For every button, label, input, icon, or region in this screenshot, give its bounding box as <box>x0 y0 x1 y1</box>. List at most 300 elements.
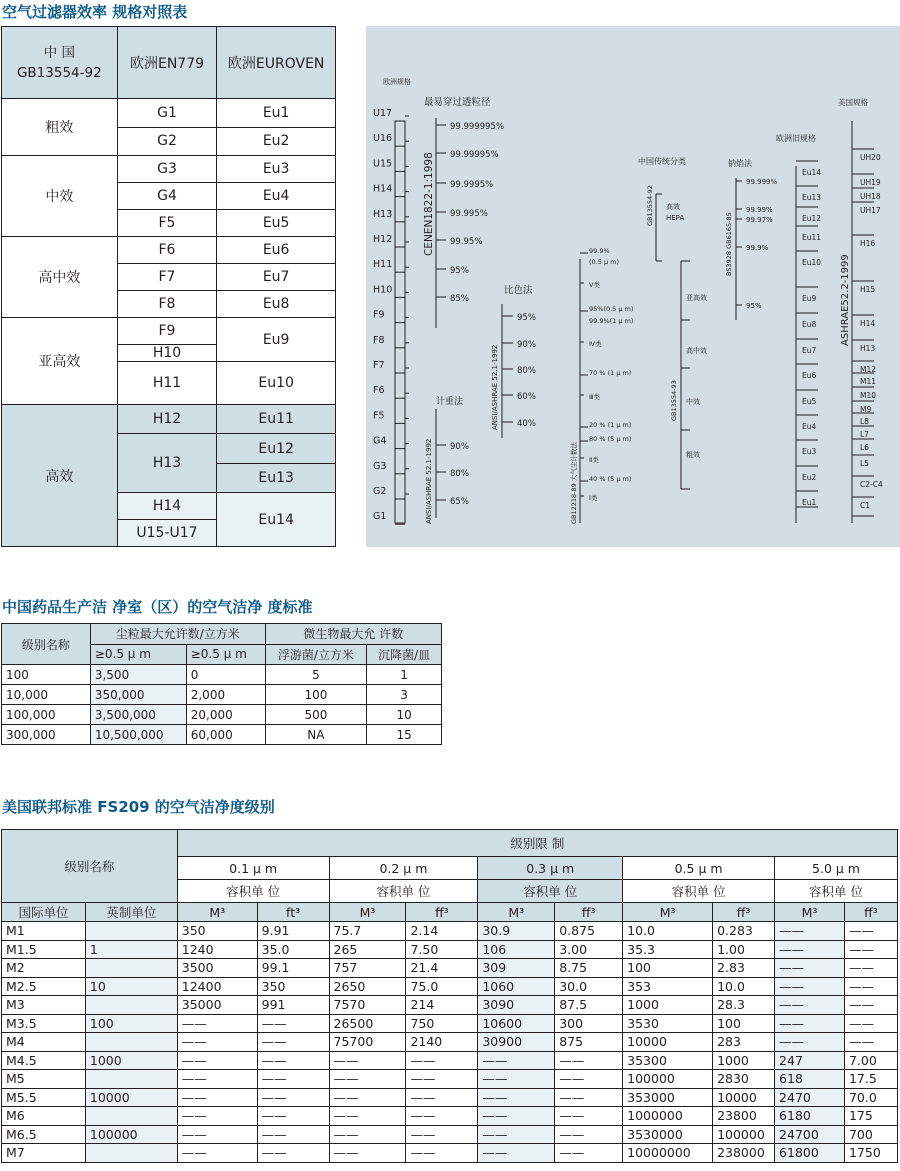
color-value: 95% <box>517 313 536 323</box>
table-cell: 1 <box>85 940 177 959</box>
us-scale-label: H14 <box>860 319 876 328</box>
table-cell: 2.83 <box>713 959 775 978</box>
table-cell: M3.5 <box>2 1014 86 1033</box>
table-cell: 3.00 <box>555 940 623 959</box>
eu-old-label: Eu9 <box>802 294 817 303</box>
eu-old-label: Eu8 <box>802 320 817 329</box>
us-scale-label: M10 <box>860 391 877 400</box>
table-cell: —— <box>844 959 897 978</box>
table-cell: —— <box>844 922 897 941</box>
color-value: 80% <box>517 366 536 376</box>
table-row <box>2 1107 898 1126</box>
header-particle-size: 5.0 μ m <box>775 857 898 880</box>
table-row <box>2 922 898 941</box>
filter-standard-comparison-chart <box>366 26 900 547</box>
eu-grade: Eu4 <box>217 183 336 210</box>
eu-grade: Eu3 <box>217 156 336 183</box>
counter-label: (0.5 μ m) <box>589 258 620 266</box>
table-cell: M6 <box>2 1107 86 1126</box>
us-std-label: ASHRAE52.2-1999 <box>840 254 851 346</box>
table-cell: —— <box>177 1125 257 1144</box>
eu-old-label: Eu10 <box>802 258 822 267</box>
table-cell: 20,000 <box>186 705 265 725</box>
table-cell: 175 <box>844 1107 897 1126</box>
counter-label: Ⅴ类 <box>589 281 600 289</box>
sodium-value: 95% <box>746 302 762 310</box>
us-scale-label: M11 <box>860 377 877 386</box>
mpps-value: 99.95% <box>450 237 483 247</box>
table-cell: 100000 <box>85 1125 177 1144</box>
table-cell: 100 <box>2 665 91 685</box>
eu-scale-label: U15 <box>373 158 393 170</box>
header-eurovent: 欧洲EUROVEN <box>217 27 336 99</box>
table-cell: —— <box>257 1088 329 1107</box>
color-std-label: ANSI/ASHRAE 52.1-1992 <box>491 344 499 430</box>
eu-scale-label: H12 <box>373 234 393 245</box>
table-cell: 35.0 <box>257 940 329 959</box>
table-cell: —— <box>555 1070 623 1089</box>
header-volume-unit: 容积单 位 <box>775 880 898 903</box>
table-cell: 0.283 <box>713 922 775 941</box>
mpps-value: 99.999995% <box>450 122 505 132</box>
mpps-value: 85% <box>450 294 469 304</box>
header-volume-unit: 容积单 位 <box>623 880 775 903</box>
table-cell: —— <box>177 1051 257 1070</box>
us-scale-label: UH17 <box>860 206 881 215</box>
cn-grade: F7 <box>117 264 217 291</box>
table-cell: —— <box>329 1107 406 1126</box>
table-cell: 618 <box>775 1070 845 1089</box>
header-particles: 尘粒最大允许数/立方米 <box>90 624 265 645</box>
header-volume-unit: 容积单 位 <box>329 880 478 903</box>
table-cell: —— <box>775 1014 845 1033</box>
table-cell: 15 <box>367 725 442 745</box>
table-cell: 10,000 <box>2 685 91 705</box>
table-cell: 10000 <box>713 1088 775 1107</box>
eu-old-label: Eu7 <box>802 346 817 355</box>
hepa-label: 高效 <box>666 203 680 211</box>
filter-grade-table <box>1 26 336 547</box>
table-cell: —— <box>478 1125 555 1144</box>
table-cell: —— <box>257 1051 329 1070</box>
eu-old-label: Eu1 <box>802 498 817 507</box>
table-cell: —— <box>257 1125 329 1144</box>
table-cell: 7.50 <box>406 940 478 959</box>
eu-scale-label: F6 <box>373 385 385 397</box>
eu-scale-label: F5 <box>373 410 385 422</box>
header-microbe: 微生物最大允 许数 <box>265 624 441 645</box>
eu-grade: Eu1 <box>217 99 336 128</box>
table-cell: —— <box>329 1070 406 1089</box>
header-m3: M³ <box>623 903 713 922</box>
table-cell: 1 <box>367 665 442 685</box>
gb93-label: 高中效 <box>686 347 707 355</box>
counter-label: 70 % (1 μ m) <box>589 369 632 377</box>
table-row <box>2 959 898 978</box>
header-imperial: 英制单位 <box>85 903 177 922</box>
cn-grade: U15-U17 <box>117 520 217 547</box>
table-cell: 100 <box>623 959 713 978</box>
eu-old-label: Eu13 <box>802 193 822 202</box>
table-cell: —— <box>257 1070 329 1089</box>
counter-label: 20 % (1 μ m) <box>589 421 632 429</box>
table-cell: 350 <box>177 922 257 941</box>
eu-old-label: Eu4 <box>802 422 817 431</box>
table-cell: —— <box>844 996 897 1015</box>
table-cell: 61800 <box>775 1144 845 1163</box>
table-cell: —— <box>177 1033 257 1052</box>
us-scale-label: UH20 <box>860 153 881 162</box>
us-scale-label: M12 <box>860 365 877 374</box>
color-value: 60% <box>517 392 536 402</box>
counter-label: 40 % (5 μ m) <box>589 475 632 483</box>
table-cell: 24700 <box>775 1125 845 1144</box>
eu-scale-label: F9 <box>373 309 385 321</box>
table-cell: —— <box>555 1107 623 1126</box>
table-cell: M2 <box>2 959 86 978</box>
table-cell: 60,000 <box>186 725 265 745</box>
weight-value: 80% <box>450 469 469 479</box>
header-sodium: 钠焰法 <box>728 159 752 168</box>
eu-scale-label: H14 <box>373 183 393 195</box>
table-cell: 1.00 <box>713 940 775 959</box>
us-scale-label: M9 <box>860 405 872 414</box>
table-cell: 700 <box>844 1125 897 1144</box>
cn-grade: H10 <box>117 345 217 362</box>
table-cell: M3 <box>2 996 86 1015</box>
table-cell: 350 <box>257 977 329 996</box>
us-scale-label: UH19 <box>860 178 881 187</box>
section2-title: 中国药品生产洁 净室（区）的空气洁净 度标准 <box>2 598 313 616</box>
table-cell: —— <box>177 1088 257 1107</box>
eu-grade: Eu6 <box>217 237 336 264</box>
table-cell: —— <box>329 1125 406 1144</box>
table-cell: 87.5 <box>555 996 623 1015</box>
table-cell: 21.4 <box>406 959 478 978</box>
cn-grade: G4 <box>117 183 217 210</box>
header-m3: M³ <box>177 903 257 922</box>
table-cell <box>85 996 177 1015</box>
mpps-value: 95% <box>450 266 469 276</box>
cn-grade: H14 <box>117 493 217 520</box>
table-cell: —— <box>406 1070 478 1089</box>
table-cell: 500 <box>265 705 367 725</box>
eu-grade: Eu12 <box>217 434 336 464</box>
table-cell: 17.5 <box>844 1070 897 1089</box>
table-cell: 300,000 <box>2 725 91 745</box>
table-cell: 2.14 <box>406 922 478 941</box>
table-cell: —— <box>406 1107 478 1126</box>
table-cell: 70.0 <box>844 1088 897 1107</box>
counter-label: 80 % (5 μ m) <box>589 435 632 443</box>
table-cell: M7 <box>2 1144 86 1163</box>
table-cell: —— <box>478 1144 555 1163</box>
eu-scale-label: G1 <box>373 511 387 523</box>
table-cell <box>85 1033 177 1052</box>
us-scale-label: C2-C4 <box>860 480 883 489</box>
header-m3: M³ <box>329 903 406 922</box>
table-cell: M1.5 <box>2 940 86 959</box>
table-cell: 2830 <box>713 1070 775 1089</box>
eu-grade: Eu2 <box>217 127 336 156</box>
counter-label: 95%(0.5 μ m) <box>589 305 634 313</box>
header-floating: 浮游菌/立方米 <box>265 644 367 665</box>
table-cell: 2650 <box>329 977 406 996</box>
table-cell: 106 <box>478 940 555 959</box>
eu-scale-label: U16 <box>373 133 393 145</box>
comparison-chart-svg <box>366 26 900 547</box>
cn-grade: F8 <box>117 291 217 318</box>
table-cell: —— <box>775 922 845 941</box>
table-cell: NA <box>265 725 367 745</box>
cn-grade: F5 <box>117 210 217 237</box>
table-cell: —— <box>177 1070 257 1089</box>
header-colorimetric: 比色法 <box>504 285 533 296</box>
header-mpps: 最易穿过透粒径 <box>424 97 491 108</box>
header-ff3: ff³ <box>844 903 897 922</box>
header-m3: M³ <box>478 903 555 922</box>
table-cell: 3090 <box>478 996 555 1015</box>
sodium-value: 99.97% <box>746 216 773 224</box>
header-particle-size: 0.2 μ m <box>329 857 478 880</box>
table-cell: —— <box>555 1144 623 1163</box>
table-cell: —— <box>257 1014 329 1033</box>
header-eu-spec: 欧洲规格 <box>383 78 411 86</box>
table-cell: 991 <box>257 996 329 1015</box>
table-cell: 300 <box>555 1014 623 1033</box>
gb93-label: 亚高效 <box>686 294 707 302</box>
table-cell: 1000 <box>85 1051 177 1070</box>
counter-label: Ⅱ类 <box>589 456 599 464</box>
eu-scale-label: F8 <box>373 334 385 346</box>
table-cell: 2140 <box>406 1033 478 1052</box>
gb92-std-label: GB13554-92 <box>646 185 654 226</box>
table-row <box>2 685 442 705</box>
us-scale-label: L7 <box>860 430 869 439</box>
header-china-std: GB13554-92 <box>16 64 102 81</box>
header-p05: ≥0.5 μ m <box>90 644 186 665</box>
table-cell: —— <box>177 1107 257 1126</box>
table-cell: 2,000 <box>186 685 265 705</box>
table-cell: 5 <box>265 665 367 685</box>
table-cell: 0 <box>186 665 265 685</box>
table-cell: 100000 <box>713 1125 775 1144</box>
table-cell: 10 <box>367 705 442 725</box>
mpps-value: 99.9995% <box>450 180 494 190</box>
header-particle-size: 0.5 μ m <box>623 857 775 880</box>
hepa-label: HEPA <box>666 214 685 222</box>
category-hepa: 高效 <box>2 405 118 547</box>
table-cell: 26500 <box>329 1014 406 1033</box>
weight-std-label: ANSI/ASHRAE 52.1-1992 <box>425 438 433 524</box>
cn-grade: G3 <box>117 156 217 183</box>
table-cell: —— <box>257 1033 329 1052</box>
table-cell: 10.0 <box>713 977 775 996</box>
table-cell: 875 <box>555 1033 623 1052</box>
table-cell: 100 <box>265 685 367 705</box>
table-cell: 3,500,000 <box>90 705 186 725</box>
table-cell: 1240 <box>177 940 257 959</box>
color-value: 40% <box>517 419 536 429</box>
table-cell: 30.9 <box>478 922 555 941</box>
us-scale-label: L5 <box>860 459 869 468</box>
table-cell <box>85 1107 177 1126</box>
table-cell: —— <box>555 1088 623 1107</box>
us-scale-label: H13 <box>860 344 876 353</box>
eu-scale-label: U17 <box>373 108 393 119</box>
table-cell: 75.0 <box>406 977 478 996</box>
table-cell: —— <box>555 1051 623 1070</box>
counter-std-label: GB12218-89 大气尘计数法 <box>570 442 578 524</box>
cn-grade: H11 <box>117 362 217 405</box>
eu-scale-bar <box>395 121 405 523</box>
table-row <box>2 1051 898 1070</box>
eu-grade: Eu10 <box>217 362 336 405</box>
table-row <box>2 1144 898 1163</box>
table-cell: 10 <box>85 977 177 996</box>
table-cell <box>85 1070 177 1089</box>
header-eu-old: 欧洲旧规格 <box>776 134 816 143</box>
header-volume-unit: 容积单 位 <box>478 880 623 903</box>
header-intl: 国际单位 <box>2 903 86 922</box>
gb93-std-label: GB13554-93 <box>670 380 678 421</box>
eu-scale-label: G2 <box>373 486 387 497</box>
table-cell: 8.75 <box>555 959 623 978</box>
table-cell: 7.00 <box>844 1051 897 1070</box>
us-scale-label: L8 <box>860 417 869 426</box>
table-cell: 35300 <box>623 1051 713 1070</box>
header-settling: 沉降菌/皿 <box>367 644 442 665</box>
table-row <box>2 725 442 745</box>
header-cn-trad: 中国传统分类 <box>638 157 686 166</box>
table-cell: 23800 <box>713 1107 775 1126</box>
table-cell: 353 <box>623 977 713 996</box>
table-cell: —— <box>844 1033 897 1052</box>
table-cell: 3530000 <box>623 1125 713 1144</box>
table-cell: —— <box>775 940 845 959</box>
table-cell: —— <box>478 1070 555 1089</box>
gb93-label: 中效 <box>686 398 700 406</box>
cn-grade: H12 <box>117 405 217 434</box>
counter-label: 99.9%(1 μ m) <box>589 317 634 325</box>
header-ff3: ff³ <box>713 903 775 922</box>
counter-label: Ⅲ类 <box>589 393 600 401</box>
table-cell: —— <box>329 1051 406 1070</box>
header-p5: ≥0.5 μ m <box>186 644 265 665</box>
table-cell <box>85 1144 177 1163</box>
us-scale-label: H16 <box>860 239 876 248</box>
us-scale-label: H15 <box>860 285 876 294</box>
eu-old-label: Eu3 <box>802 447 817 456</box>
table-cell: —— <box>406 1144 478 1163</box>
counter-label: Ⅰ类 <box>589 494 598 502</box>
eu-grade: Eu5 <box>217 210 336 237</box>
eu-scale-label: G3 <box>373 460 387 472</box>
table-cell: 30900 <box>478 1033 555 1052</box>
mpps-value: 99.99995% <box>450 150 499 160</box>
table-cell: 247 <box>775 1051 845 1070</box>
table-cell <box>85 922 177 941</box>
table-cell: 757 <box>329 959 406 978</box>
table-cell: —— <box>775 959 845 978</box>
table-cell: 10000 <box>623 1033 713 1052</box>
table-cell: 100 <box>85 1014 177 1033</box>
eu-old-label: Eu5 <box>802 397 817 406</box>
table-cell: 35000 <box>177 996 257 1015</box>
header-us-spec: 美国规格 <box>838 98 868 107</box>
table-cell: 10600 <box>478 1014 555 1033</box>
cen-std-label: CENEN1822-1:1998 <box>423 152 435 256</box>
us-scale-label: L6 <box>860 443 869 452</box>
table-cell: 30.0 <box>555 977 623 996</box>
table-cell: —— <box>406 1088 478 1107</box>
cn-grade: G1 <box>117 99 217 128</box>
table-cell: 750 <box>406 1014 478 1033</box>
header-china-label: 中 国 <box>43 44 75 61</box>
table-cell: —— <box>257 1144 329 1163</box>
gb93-label: 粗效 <box>686 451 700 459</box>
table-row <box>2 977 898 996</box>
table-cell: 3530 <box>623 1014 713 1033</box>
table-cell: 9.91 <box>257 922 329 941</box>
us-scale-label: UH18 <box>860 192 881 201</box>
eu-old-label: Eu11 <box>802 233 822 242</box>
header-m3: M³ <box>775 903 845 922</box>
table-cell: —— <box>478 1088 555 1107</box>
header-grade: 级别名称 <box>2 830 178 903</box>
color-value: 90% <box>517 340 536 350</box>
table-cell: 1000000 <box>623 1107 713 1126</box>
sodium-value: 99.99% <box>746 206 773 214</box>
table-cell: 35.3 <box>623 940 713 959</box>
table-row <box>2 705 442 725</box>
eu-grade: Eu13 <box>217 464 336 493</box>
table-cell: —— <box>478 1051 555 1070</box>
table-cell: 1750 <box>844 1144 897 1163</box>
table-cell: —— <box>775 977 845 996</box>
table-cell: 3,500 <box>90 665 186 685</box>
header-ff3: ff³ <box>406 903 478 922</box>
table-cell: 350,000 <box>90 685 186 705</box>
table-cell: 1060 <box>478 977 555 996</box>
header-grade: 级别名称 <box>2 624 91 665</box>
category-coarse: 粗效 <box>2 99 118 156</box>
table-cell: M2.5 <box>2 977 86 996</box>
table-cell: —— <box>844 1014 897 1033</box>
header-ff3: ff³ <box>555 903 623 922</box>
table-cell: —— <box>329 1144 406 1163</box>
table-cell: —— <box>775 1033 845 1052</box>
cn-grade: H13 <box>117 434 217 493</box>
table-cell: 99.1 <box>257 959 329 978</box>
header-en779: 欧洲EN779 <box>117 27 217 99</box>
table-cell: 10,500,000 <box>90 725 186 745</box>
table-row <box>2 1014 898 1033</box>
table-cell: M4.5 <box>2 1051 86 1070</box>
eu-old-label: Eu14 <box>802 168 822 177</box>
counter-label: Ⅳ类 <box>589 340 602 348</box>
table-cell: M1 <box>2 922 86 941</box>
table-cell: 1000 <box>623 996 713 1015</box>
category-sub-hepa: 亚高效 <box>2 318 118 405</box>
table-cell: 10.0 <box>623 922 713 941</box>
mpps-value: 99.995% <box>450 209 488 219</box>
fs209-table <box>1 829 898 1163</box>
eu-scale-label: H10 <box>373 284 393 296</box>
table-cell: M5 <box>2 1070 86 1089</box>
sodium-std-label: BS3928 GB6165-85 <box>725 212 733 276</box>
table-cell: 214 <box>406 996 478 1015</box>
